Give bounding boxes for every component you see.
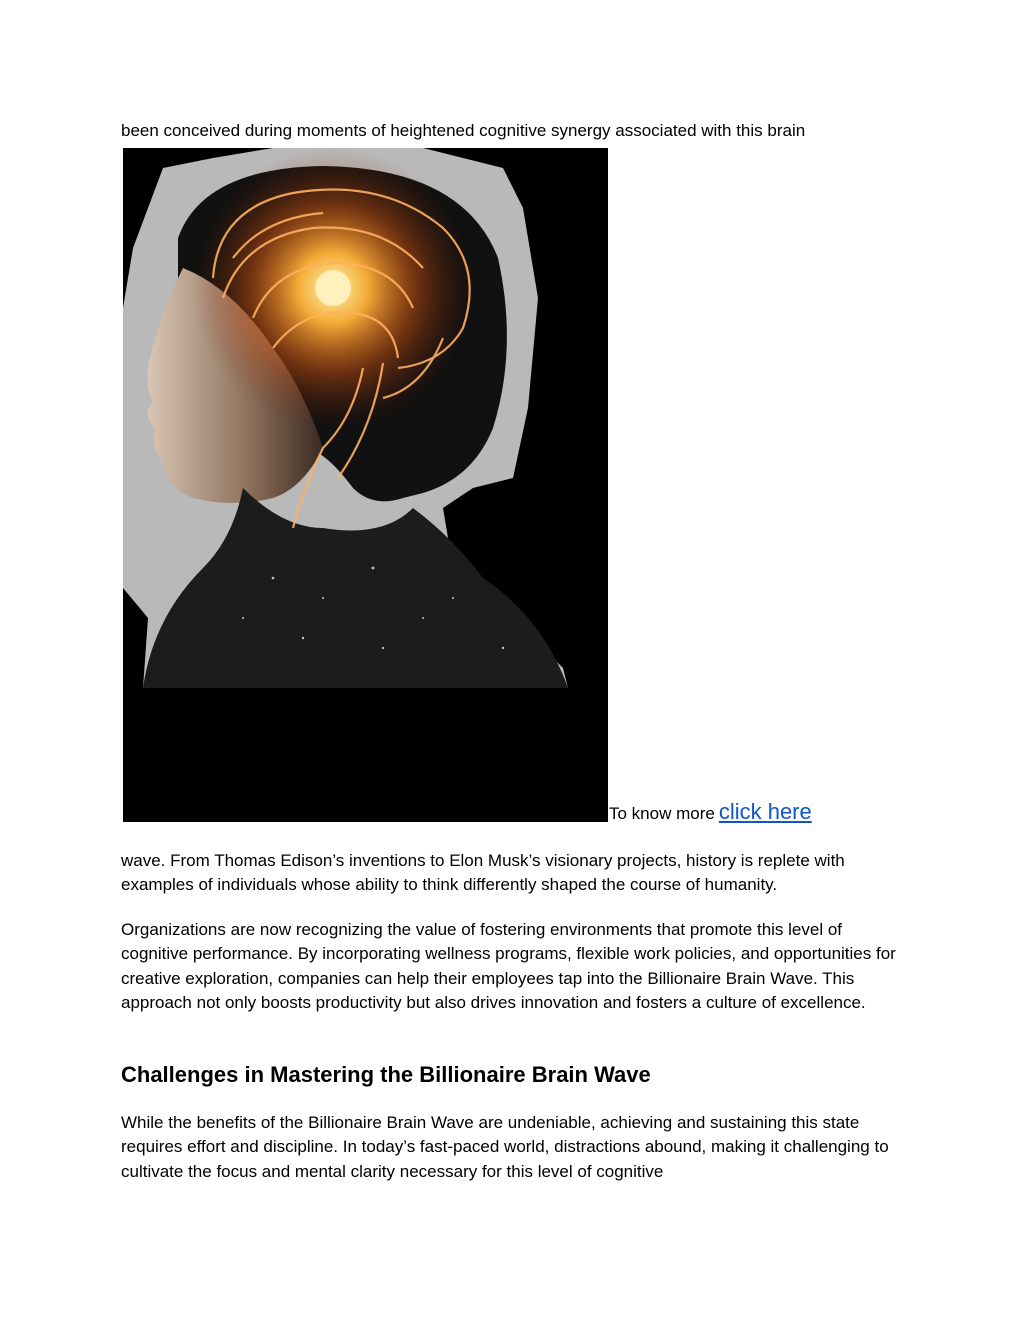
- section-heading: Challenges in Mastering the Billionaire Brain Wave: [121, 1062, 651, 1087]
- paragraph-organizations: Organizations are now recognizing the value of fostering environments that promote this level of cognitive performance. By incorporating wellness programs, flexible work policies, and opportunities for creative exploration, companies can help their employees tap into the Billionaire Brain Wave. This approach not only boosts productivity but also drives innovation and fosters a culture of excellence.: [121, 920, 896, 1012]
- know-more-prefix: To know more: [609, 804, 715, 823]
- know-more-line: [609, 800, 812, 826]
- paragraph-challenges: While the benefits of the Billionaire Brain Wave are undeniable, achieving and sustaining this state requires effort and discipline. In today’s fast-paced world, distractions abound, making it challenging to cultivate the focus and mental clarity necessary for this level of cognitive: [121, 1113, 889, 1181]
- paragraph-intro: been conceived during moments of heightened cognitive synergy associated with this brain: [121, 121, 806, 140]
- click-here-link[interactable]: click here: [718, 799, 812, 824]
- paragraph-wave: wave. From Thomas Edison’s inventions to Elon Musk’s visionary projects, history is replete with examples of individuals whose ability to think differently shaped the course of humanity.: [121, 851, 845, 895]
- brain-illustration: [123, 148, 608, 822]
